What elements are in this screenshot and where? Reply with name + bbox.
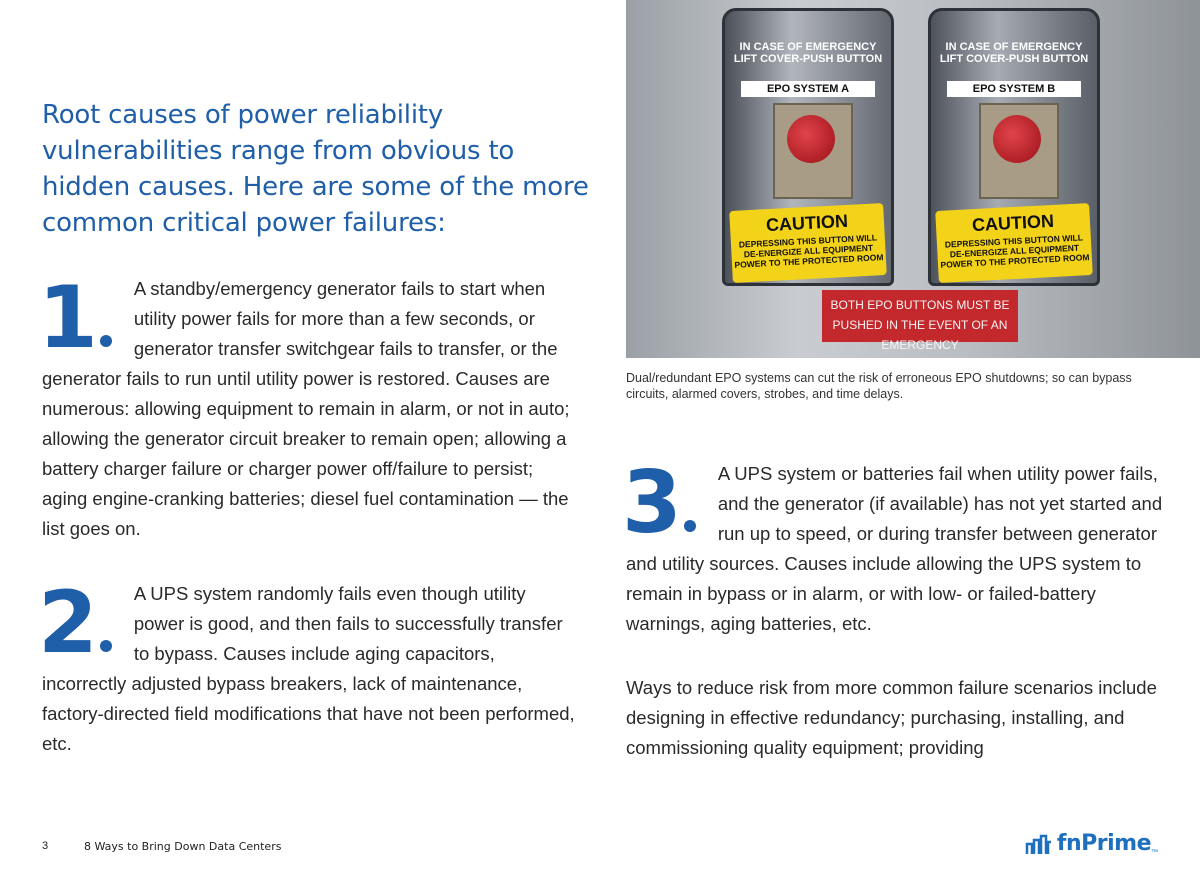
failure-item-2 <box>38 573 577 759</box>
section-heading: Root causes of power reliability vulnerabilities range from obvious to hidden causes. Here are some of the more common critical power failures: <box>42 100 589 238</box>
caution-text: DEPRESSING THIS BUTTON WILL DE-ENERGIZE ALL EQUIPMENT POWER TO THE PROTECTED ROOM <box>940 232 1090 270</box>
item-number: 2 <box>38 587 112 669</box>
failure-item-1 <box>38 268 577 544</box>
logo-trademark: ™ <box>1151 849 1158 856</box>
epo-label-b: EPO SYSTEM B <box>947 81 1081 97</box>
item-rest-text: between generator and utility sources. Causes include allowing the UPS system to remain in bypass or in alarm, or with low- or failed-battery warnings, aging batteries, etc. <box>626 523 1157 634</box>
item-lead-text: A UPS system randomly fails even though utility power is good, and then fails to successfully transfer to bypass. Causes include aging <box>133 583 563 664</box>
caution-label <box>935 203 1093 283</box>
caution-title: CAUTION <box>765 210 849 236</box>
caution-label <box>729 203 887 283</box>
cover-warning-text: IN CASE OF EMERGENCY LIFT COVER-PUSH BUTTON <box>733 41 883 65</box>
risk-reduction-text: Ways to reduce risk from more common failure scenarios include designing in effective redundancy; purchasing, installing, and commissioning quality equipment; providing <box>626 677 1157 758</box>
item-lead-text: A standby/emergency generator fails to start when utility power fails for more than a few seconds, or generator transfer switchgear fails to transfer, <box>133 278 546 359</box>
item-rest-text: or the generator fails to run until utility power is restored. Causes are numerous: allowing equipment to remain in alarm, or not in auto; allowing the generator circuit breaker to remain open; allowing a battery charger failure or charger power off/failure to persist; aging engine-cranking batteries; diesel fuel contamination — the list goes on. <box>42 338 570 539</box>
cover-warning-text: IN CASE OF EMERGENCY LIFT COVER-PUSH BUTTON <box>939 41 1089 65</box>
epo-label-a: EPO SYSTEM A <box>741 81 875 97</box>
red-warning-sign: BOTH EPO BUTTONS MUST BE PUSHED IN THE EVENT OF AN EMERGENCY <box>822 290 1018 342</box>
number-dot <box>100 335 112 347</box>
caution-text: DEPRESSING THIS BUTTON WILL DE-ENERGIZE ALL EQUIPMENT POWER TO THE PROTECTED ROOM <box>734 232 884 270</box>
page-number: 3 <box>42 840 49 852</box>
number-dot <box>100 640 112 652</box>
epo-photo <box>626 0 1200 358</box>
footer-doc-title: 8 Ways to Bring Down Data Centers <box>84 840 282 853</box>
item-lead-text: A UPS system or batteries fail when utility power fails, and the generator (if available) has not yet started and run up to speed, or during transfer <box>717 463 1163 544</box>
caution-title: CAUTION <box>971 210 1055 236</box>
emergency-button <box>787 115 835 163</box>
item-number: 1 <box>38 282 112 364</box>
epo-cover-b <box>928 8 1100 286</box>
building-icon <box>1025 832 1053 856</box>
item-number: 3 <box>622 467 696 549</box>
fnprime-logo <box>1025 832 1158 856</box>
item-rest-text: capacitors, incorrectly adjusted bypass breakers, lack of maintenance, factory-directed field modifications that have not been performed, etc. <box>42 643 575 754</box>
epo-cover-a <box>722 8 894 286</box>
logo-text: fnPrime <box>1056 831 1151 856</box>
emergency-button <box>993 115 1041 163</box>
photo-caption: Dual/redundant EPO systems can cut the risk of erroneous EPO shutdowns; so can bypass circuits, alarmed covers, strobes, and time delays. <box>626 371 1132 401</box>
number-dot <box>684 520 696 532</box>
failure-item-3 <box>622 453 1166 639</box>
